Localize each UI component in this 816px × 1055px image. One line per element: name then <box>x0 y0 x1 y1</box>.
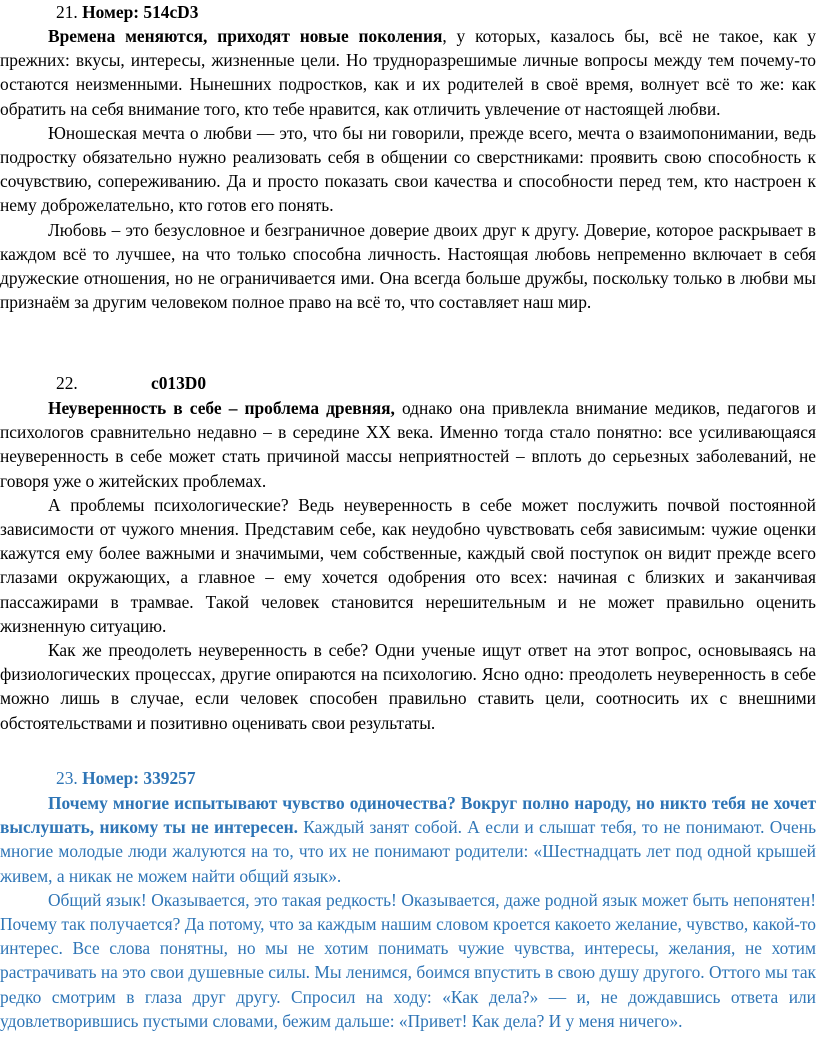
task-22-bold-lead: Неуверенность в себе – проблема древняя, <box>48 398 395 418</box>
task-23-label: Номер: 339257 <box>82 768 196 788</box>
task-23-heading <box>56 766 196 790</box>
task-23-paragraph-1 <box>0 791 816 888</box>
task-22-paragraph-1-text: однако она привлекла внимание медиков, педагогов и психологов сравнительно недавно – в середине XX века. Именно тогда стало понятно: все усиливающаяся неуверенность в себе может стать причиной массы неприятностей – вплоть до серьезных заболеваний, не говоря уже о житейских проблемах. <box>0 398 816 491</box>
task-22-paragraph-1 <box>0 396 816 493</box>
task-23-bold-lead: Почему многие испытывают чувство одиночества? Вокруг полно народу, но никто тебя не хочет выслушать, никому ты не интересен. <box>0 793 816 838</box>
task-23-text <box>0 791 816 1033</box>
task-21-paragraph-3: Любовь – это безусловное и безграничное доверие двоих друг к другу. Доверие, которое раскрывает в каждом всё то лучшее, на что только способна личность. Настоящая любовь непременно включает в себя дружеские отношения, но не ограничивается ими. Она всегда больше дружбы, поскольку только в любви мы признаём за другим человеком полное право на всё то, что составляет наш мир. <box>0 219 816 313</box>
task-21-number: 21. <box>56 2 78 22</box>
task-22-paragraph-3: Как же преодолеть неуверенность в себе? Одни ученые ищут ответ на этот вопрос, основываясь на физиологических процессах, другие опираются на психологию. Ясно одно: преодолеть неуверенность в себе можно лишь в случае, если человек способен правильно ставить цели, соотносить их с внешними обстоятельствами и позитивно оценивать свои результаты. <box>0 640 816 733</box>
task-21-paragraph-2: Юношеская мечта о любви — это, что бы ни говорили, прежде всего, мечта о взаимопонимании, ведь подростку обязательно нужно реализовать себя в общении со сверстниками: проявить свою способность к сочувствию, сопереживанию. Да и просто показать свои качества и способности перед тем, кто настроен к нему доброжелательно, кто готов его понять. <box>0 122 816 216</box>
task-22-label: c013D0 <box>151 373 207 393</box>
task-23-paragraph-1-text: Каждый занят собой. А если и слышат тебя, то не понимают. Очень многие молодые люди жалуются на то, что их не понимают родители: «Шестнадцать лет под одной крышей живем, а никак не можем найти общий язык». <box>0 817 816 886</box>
task-21-heading <box>56 0 198 24</box>
task-23-number: 23. <box>56 768 78 788</box>
task-21-bold-lead: Времена меняются, приходят новые поколения <box>48 26 443 46</box>
task-21-paragraph-1 <box>0 24 816 121</box>
task-22-paragraph-2: А проблемы психологические? Ведь неуверенность в себе может послужить почвой постоянной зависимости от чужого мнения. Представим себе, как неудобно чувствовать себя зависимым: чужие оценки кажутся ему более важными и значимыми, чем собственные, каждый свой поступок он видит прежде всего глазами окружающих, а главное – ему хочется одобрения ото всех: начиная с близких и заканчивая пассажирами в трамвае. Такой человек становится нерешительным и не может правильно оценить жизненную ситуацию. <box>0 494 816 636</box>
task-21-label: Номер: 514cD3 <box>82 2 199 22</box>
task-23-paragraph-2: Общий язык! Оказывается, это такая редкость! Оказывается, даже родной язык может быть непонятен! Почему так получается? Да потому, что за каждым нашим словом кроется какоето желание, чувство, какой-то интерес. Все слова понятны, но мы не хотим понимать чужие чувства, интересы, желания, не хотим растрачивать на это свои душевные силы. Мы ленимся, боимся впустить в свою душу другого. Оттого мы так редко смотрим в глаза друг другу. Спросил на ходу: «Как дела?» — и, не дождавшись ответа или удовлетворившись пустыми словами, бежим дальше: «Привет! Как дела? И у меня ничего». <box>0 889 816 1031</box>
task-22-number: 22. <box>56 373 78 393</box>
task-21-text <box>0 24 816 314</box>
task-21-paragraph-1-text: , у которых, казалось бы, всё не такое, как у прежних: вкусы, интересы, жизненные цели. Но трудноразрешимые личные вопросы между тем почему-то остаются неизменными. Нынешних подростков, как и их родителей в своё время, волнует всё то же: как обратить на себя внимание того, кто тебе нравится, как отличить увлечение от настоящей любви. <box>0 26 816 119</box>
task-22-text <box>0 396 816 735</box>
